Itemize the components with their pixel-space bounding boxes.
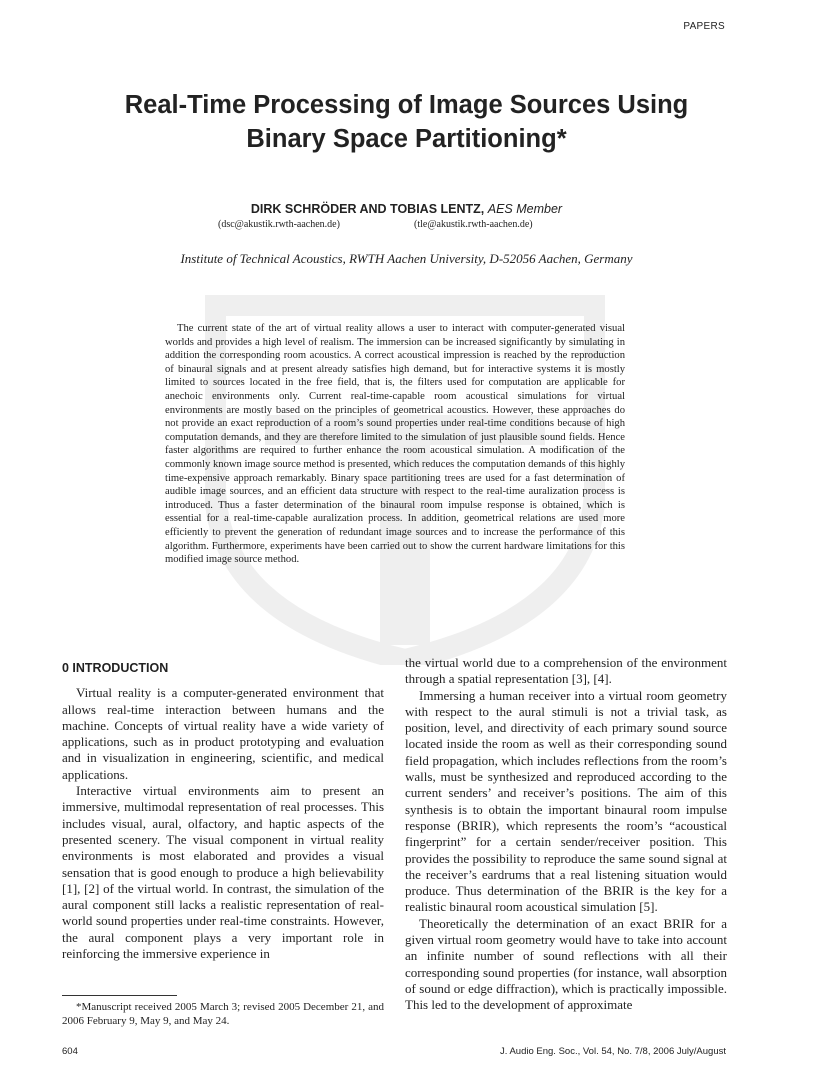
author-membership: AES Member	[487, 202, 563, 216]
left-column	[62, 660, 384, 962]
abstract	[165, 322, 625, 567]
right-column	[405, 655, 727, 1014]
footnote-rule	[62, 995, 177, 996]
paper-title	[60, 88, 753, 156]
journal-citation: J. Audio Eng. Soc., Vol. 54, No. 7/8, 2006 July/August	[499, 1046, 726, 1057]
intro-paragraph: Virtual reality is a computer-generated environment that allows real-time interaction between humans and the machine. Concepts of virtual reality have a wide variety of applications, such as in product prototyping and evaluation and in visualization in engineering, scientific, and medical applications.	[62, 685, 384, 782]
title-line-1: Real-Time Processing of Image Sources Using	[124, 91, 689, 119]
footnote-text: *Manuscript received 2005 March 3; revised 2005 December 21, and 2006 February 9, May 9, and May 24.	[62, 1001, 384, 1027]
section-heading-introduction: 0 INTRODUCTION	[62, 661, 169, 675]
intro-paragraph: Theoretically the determination of an exact BRIR for a given virtual room geometry would have to take into account an infinite number of sound reflections with all their corresponding sound properties (for instance, wall absorption of sound or edge diffraction), which is practically impossible. This led to the development of approximate	[405, 915, 727, 1013]
intro-paragraph: Immersing a human receiver into a virtual room geometry with respect to the aural stimuli is not a trivial task, as position, level, and directivity of each primary sound source located inside the room as well as their corresponding sound field propagation, which includes reflections from the room’s walls, must be synthesized and reproduced according to the current senders’ and receiver’s positions. The aim of this synthesis is to obtain the important binaural room impulse response (BRIR), which represents the room’s “acoustical fingerprint” for a certain sender/receiver position. This provides the possibility to reproduce the same sound signal at the receiver’s eardrums that a real listening situation would produce. Thus determination of the BRIR is the key for a realistic binaural room acoustical simulation [5].	[405, 687, 727, 915]
email-second: (tle@akustik.rwth-aachen.de)	[414, 219, 533, 230]
abstract-text: The current state of the art of virtual reality allows a user to interact with computer-generated visual worlds and provides a high level of realism. The immersion can be increased significantly by simulating in addition the corresponding room acoustics. A correct acoustical impression is reached by the reproduction of binaural signals and at present already satisfies high demand, but for interactive systems it is mostly limited to sources located in the free field, that is, the filters used for computation are applicable for anechoic environments only. Current real-time-capable room acoustical simulations for virtual environments are mostly based on the principles of geometrical acoustics. However, these approaches do not provide an exact reproduction of a room’s sound properties under real-time conditions because of high computation demands, and they are therefore limited to the simulation of just plausible sound fields. Hence faster algorithms are required to further enhance the room acoustical simulation. A modification of the commonly known image source method is presented, which reduces the computation demands of this highly time-expensive approach remarkably. Binary space partitioning trees are used for a fast determination of audible image sources, and an efficient data structure with respect to the real-time auralization process is introduced. Thus a faster determination of the binaural room impulse response is obtained, which is essential for a real-time-capable auralization process. In addition, geometrical relations are used more efficiently to prevent the generation of redundant image sources and to increase the performance of this algorithm. Furthermore, experiments have been carried out to show the current hardware limitations for this modified image source method.	[165, 323, 625, 566]
footnote	[62, 1000, 384, 1028]
running-head: PAPERS	[683, 21, 725, 32]
intro-paragraph: Interactive virtual environments aim to present an immersive, multimodal representation of real processes. This includes visual, aural, olfactory, and haptic aspects of the presented scenery. The visual component in virtual reality environments is most elaborated and provides a visual sensation that is good enough to produce a high believability [1], [2] of the virtual world. In contrast, the simulation of the aural component still lacks a realistic representation of real-world sound properties under real-time constraints. However, the aural component plays a very important role in reinforcing the immersive experience in	[62, 783, 384, 962]
page-number: 604	[62, 1046, 78, 1057]
email-first: (dsc@akustik.rwth-aachen.de)	[218, 219, 340, 230]
author-names: DIRK SCHRÖDER AND TOBIAS LENTZ,	[250, 202, 485, 216]
title-line-2: Binary Space Partitioning*	[246, 125, 567, 153]
intro-paragraph-continued: the virtual world due to a comprehension of the environment through a spatial representation [3], [4].	[405, 655, 727, 687]
author-line	[60, 202, 753, 216]
affiliation: Institute of Technical Acoustics, RWTH Aachen University, D-52056 Aachen, Germany	[180, 251, 633, 266]
